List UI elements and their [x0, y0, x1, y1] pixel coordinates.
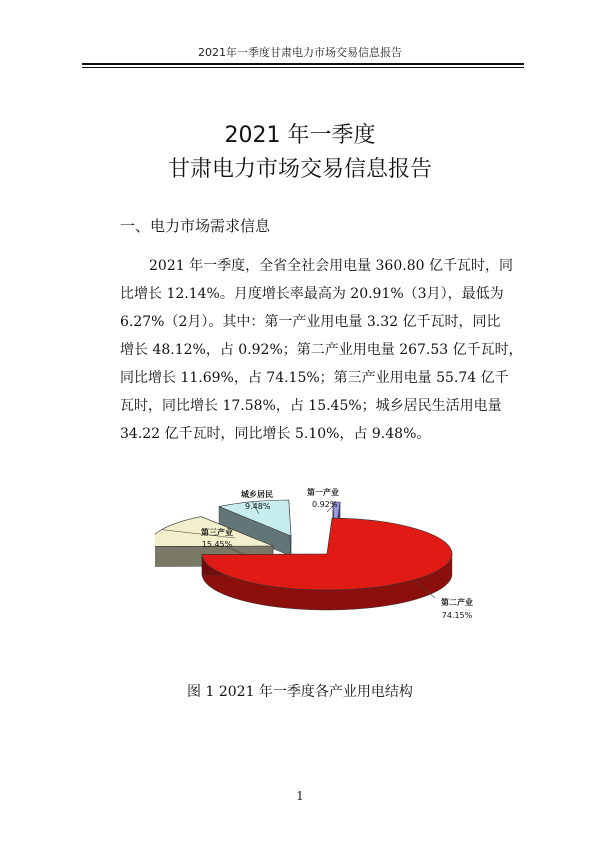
- pie-slices: [155, 500, 452, 610]
- body-line-6: 瓦时，同比增长 17.58%，占 15.45%；城乡居民生活用电量: [120, 398, 502, 414]
- report-title-line-2: 甘肃电力市场交易信息报告: [167, 157, 432, 182]
- body-line-3: 6.27%（2月）。其中：第一产业用电量 3.32 亿千瓦时，同比: [120, 314, 501, 330]
- page-number: 1: [296, 789, 304, 803]
- body-line-5: 同比增长 11.69%，占 74.15%；第三产业用电量 55.74 亿千: [120, 370, 509, 386]
- body-line-4: 增长 48.12%，占 0.92%；第二产业用电量 267.53 亿千瓦时，: [120, 342, 523, 358]
- body-line-2: 比增长 12.14%。月度增长率最高为 20.91%（3月），最低为: [120, 286, 504, 302]
- slice-label-residential-value: 9.48%: [245, 502, 271, 511]
- body-line-1: 2021 年一季度，全省全社会用电量 360.80 亿千瓦时，同: [149, 258, 513, 274]
- header-rule-thick: [82, 63, 524, 65]
- section-heading: 一、电力市场需求信息: [120, 217, 271, 235]
- pie-chart: [155, 478, 495, 628]
- running-header: 2021年一季度甘肃电力市场交易信息报告: [198, 46, 402, 59]
- header-rule-thin: [82, 67, 524, 68]
- slice-label-tertiary-name: 第三产业: [201, 528, 233, 537]
- slice-label-secondary-name: 第二产业: [441, 598, 473, 607]
- slice-label-tertiary-value: 15.45%: [201, 540, 233, 549]
- figure-caption: 图 1 2021 年一季度各产业用电结构: [187, 684, 413, 700]
- slice-label-residential-name: 城乡居民: [241, 490, 273, 499]
- body-line-7: 34.22 亿千瓦时，同比增长 5.10%，占 9.48%。: [120, 426, 431, 442]
- report-title-line-1: 2021 年一季度: [224, 123, 376, 148]
- slice-label-secondary-value: 74.15%: [441, 611, 473, 620]
- slice-label-primary-name: 第一产业: [307, 488, 339, 497]
- slice-label-primary-value: 0.92%: [312, 500, 338, 509]
